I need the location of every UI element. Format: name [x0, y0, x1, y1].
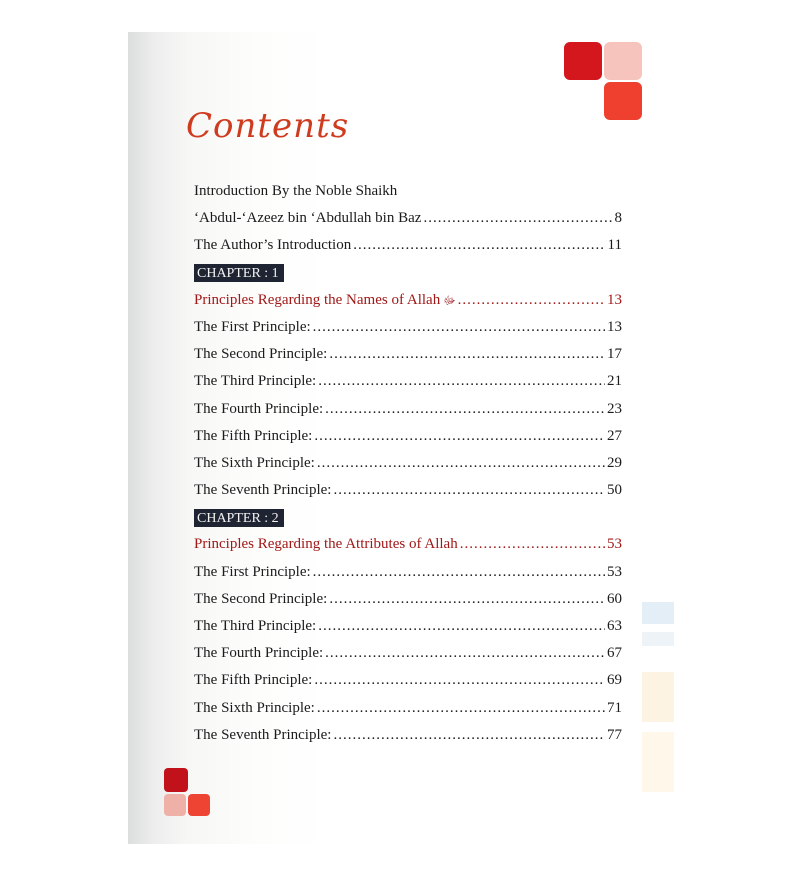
edge-tint [642, 672, 674, 722]
toc-entry-title: The Third Principle: [194, 618, 317, 634]
dot-leader [329, 341, 605, 368]
toc-entry-title: The Second Principle: [194, 346, 328, 363]
dot-leader [317, 450, 605, 477]
toc-entry [194, 559, 622, 586]
dot-leader [329, 586, 605, 613]
toc-entry-title: Introduction By the Noble Shaikh [194, 183, 398, 199]
dot-leader [313, 559, 605, 586]
toc-entry [194, 695, 622, 722]
toc-entry [194, 423, 622, 450]
dot-leader [325, 640, 605, 667]
toc-entry-title: The Second Principle: [194, 590, 328, 607]
toc-entry [194, 205, 622, 232]
toc-entry [194, 178, 622, 205]
toc-entry [194, 450, 622, 477]
toc-page-number: 8 [614, 210, 622, 227]
decorative-square-pink [604, 42, 642, 80]
dot-leader [318, 613, 605, 640]
contents-title: Contents [186, 106, 350, 146]
toc-entry-title: The Seventh Principle: [194, 482, 332, 499]
toc-entry-title: The Fourth Principle: [194, 645, 324, 662]
chapter-label [194, 504, 622, 531]
toc-page-number: 53 [607, 536, 622, 553]
toc-page-number: 21 [607, 373, 622, 390]
toc-entry-title: The First Principle: [194, 563, 311, 580]
toc-page-number: 53 [607, 563, 622, 580]
decorative-square-red [604, 82, 642, 120]
dot-leader [314, 423, 605, 450]
toc-entry-title: The Fifth Principle: [194, 672, 313, 689]
toc-page-number: 13 [607, 318, 622, 335]
toc-entry-title: The Sixth Principle: [194, 699, 315, 716]
toc-page-number: 60 [607, 590, 622, 607]
toc-page-number: 27 [607, 427, 622, 444]
decorative-square-pink [164, 794, 186, 816]
toc-page-number: 69 [607, 672, 622, 689]
toc-section-heading [194, 531, 622, 558]
dot-leader [317, 695, 605, 722]
toc-entry [194, 232, 622, 259]
decorative-square-dark-red [164, 768, 188, 792]
toc-entry [194, 613, 622, 640]
toc-page-number: 77 [607, 726, 622, 743]
toc-page-number: 13 [607, 291, 622, 308]
toc-entry [194, 586, 622, 613]
edge-tint [642, 732, 674, 792]
toc-entry-title: The Author’s Introduction [194, 237, 352, 254]
toc-page-number: 67 [607, 645, 622, 662]
chapter-label-text: CHAPTER : 2 [194, 509, 284, 527]
dot-leader [423, 205, 612, 232]
toc-entry-title: The Sixth Principle: [194, 454, 315, 471]
toc-entry-title: The Seventh Principle: [194, 726, 332, 743]
toc-entry [194, 368, 622, 395]
chapter-label [194, 260, 622, 287]
decorative-square-dark-red [564, 42, 602, 80]
toc-entry-title: The Fourth Principle: [194, 400, 324, 417]
toc-page-number: 17 [607, 346, 622, 363]
toc-entry-title: Principles Regarding the Names of Allah [194, 291, 441, 308]
dot-leader [325, 396, 605, 423]
dot-leader [460, 531, 605, 558]
toc-entry [194, 722, 622, 749]
toc-entry-title: The Third Principle: [194, 373, 317, 390]
toc-entry [194, 314, 622, 341]
table-of-contents [194, 178, 622, 749]
honorific-mark: ﷻ [443, 294, 456, 307]
dot-leader [333, 722, 605, 749]
toc-page-number: 23 [607, 400, 622, 417]
toc-entry [194, 667, 622, 694]
toc-entry-title: ‘Abdul-‘Azeez bin ‘Abdullah bin Baz [194, 210, 422, 227]
edge-tint [642, 632, 674, 646]
toc-page-number: 29 [607, 454, 622, 471]
toc-entry [194, 640, 622, 667]
toc-entry-title: The Fifth Principle: [194, 427, 313, 444]
toc-entry [194, 396, 622, 423]
toc-entry-title: Principles Regarding the Attributes of Allah [194, 536, 458, 553]
toc-page-number: 63 [607, 618, 622, 634]
dot-leader [458, 287, 605, 314]
dot-leader [314, 667, 605, 694]
chapter-label-text: CHAPTER : 1 [194, 264, 284, 282]
edge-tint [642, 602, 674, 624]
toc-entry [194, 341, 622, 368]
dot-leader [318, 368, 605, 395]
toc-page-number: 71 [607, 699, 622, 716]
toc-entry [194, 477, 622, 504]
dot-leader [333, 477, 605, 504]
book-page [128, 32, 674, 844]
decorative-square-red [188, 794, 210, 816]
dot-leader [313, 314, 605, 341]
toc-section-heading [194, 287, 622, 314]
toc-entry-title: The First Principle: [194, 318, 311, 335]
toc-page-number: 11 [607, 237, 622, 254]
dot-leader [353, 232, 605, 259]
toc-page-number: 50 [607, 482, 622, 499]
